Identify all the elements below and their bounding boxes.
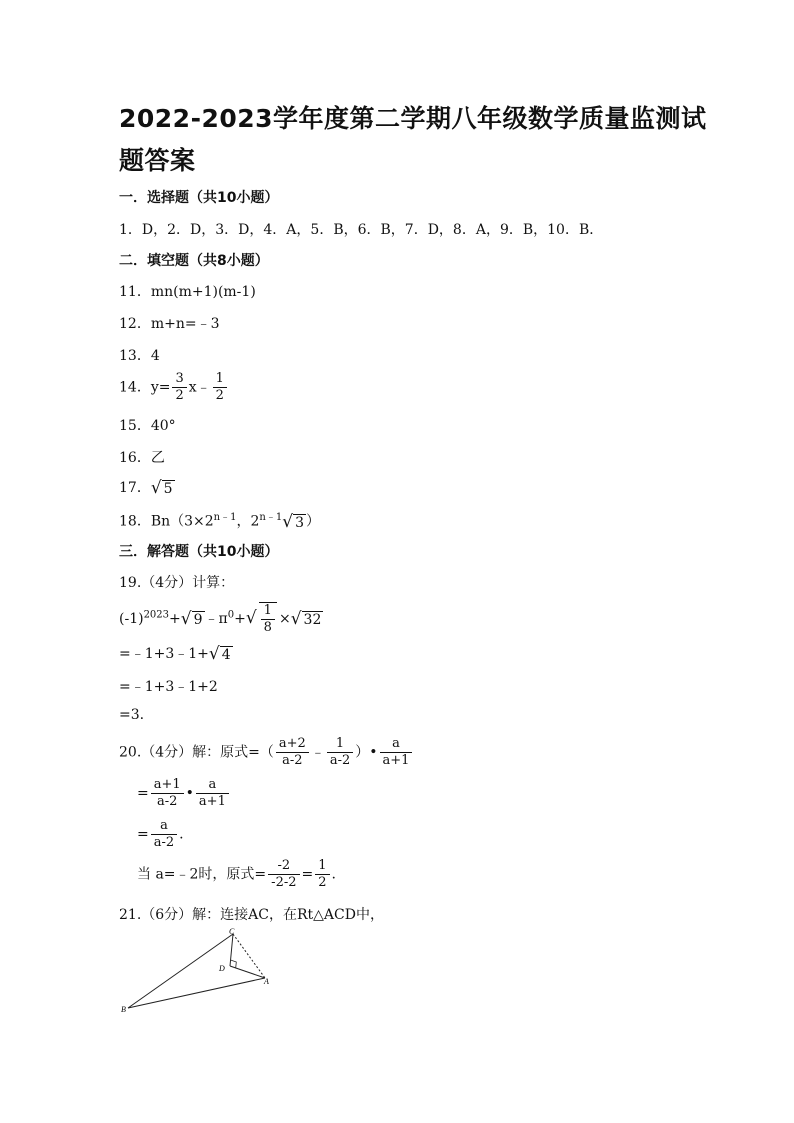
answer-14-mid: x﹣ — [188, 379, 211, 396]
denominator: a-2 — [151, 793, 184, 810]
fraction — [315, 858, 329, 891]
answer-18-suffix: ） — [305, 513, 320, 530]
fraction — [380, 736, 413, 769]
answer-18 — [119, 508, 320, 532]
denominator: a-2 — [276, 752, 309, 769]
exponent: 2023 — [143, 609, 170, 621]
q20-line-3 — [137, 818, 184, 851]
exponent: 0 — [227, 609, 235, 621]
denominator: a-2 — [327, 752, 353, 769]
page-title: 2022-2023学年度第二学期八年级数学质量监测试题答案 — [119, 104, 707, 175]
q21-heading: 21.（6分）解：连接AC，在Rt△ACD中， — [119, 907, 384, 923]
fraction — [276, 736, 309, 769]
radicand: 5 — [163, 481, 173, 497]
triangle-figure — [118, 926, 278, 1016]
denominator: 2 — [172, 387, 186, 404]
q19-op: + — [169, 611, 181, 627]
sqrt: √ 4 — [208, 644, 231, 664]
q20-op: ﹣ — [310, 744, 325, 761]
exponent: n﹣1 — [259, 512, 283, 523]
q20-op: . — [179, 826, 184, 843]
q19-term: (-1) — [119, 611, 144, 627]
denominator: a+1 — [380, 752, 413, 769]
denominator: 8 — [261, 619, 275, 636]
numerator: -2 — [277, 858, 291, 873]
numerator: a+2 — [278, 736, 306, 751]
q20-op: ）• — [355, 744, 378, 761]
answer-18-prefix: 18．Bn（3×2 — [119, 513, 214, 530]
numerator: a+1 — [153, 777, 181, 792]
radicand: 3 — [295, 514, 304, 531]
segment-da — [230, 966, 265, 978]
numerator: a — [160, 818, 168, 833]
sqrt: √ 9 — [180, 609, 203, 629]
choice-answers: 1．D，2．D，3．D，4．A，5．B，6．B，7．D，8．A，9．B，10．B． — [119, 222, 604, 238]
segment-ca-dashed — [233, 934, 265, 978]
label-c: C — [229, 927, 235, 936]
radicand: 9 — [193, 612, 203, 628]
q19-term: ﹣π — [204, 611, 228, 627]
radicand: 4 — [221, 647, 231, 663]
numerator: 1 — [318, 858, 327, 873]
sqrt-fraction: √ $\frac{1}{8}$ — [246, 602, 279, 636]
numerator: 1 — [215, 371, 224, 386]
answer-12: 12．m+n=﹣3 — [119, 316, 220, 332]
q19-line-1 — [119, 602, 323, 636]
denominator: -2-2 — [268, 874, 299, 891]
answer-11: 11．mn(m+1)(m-1) — [119, 284, 256, 300]
numerator: a — [208, 777, 217, 792]
sqrt: √ 32 — [290, 609, 322, 629]
numerator: a — [392, 736, 400, 751]
fraction — [196, 777, 229, 810]
q20-line-2 — [137, 777, 231, 810]
q19-heading: 19.（4分）计算： — [119, 575, 235, 591]
sqrt: √ 3 — [282, 511, 304, 532]
denominator: 2 — [213, 387, 227, 404]
q19-op: + — [234, 611, 246, 627]
fraction — [151, 818, 177, 851]
numerator: 1 — [263, 603, 272, 618]
q19-line-2 — [119, 643, 233, 664]
section-choice-heading: 一．选择题（共10小题） — [119, 190, 279, 206]
numerator: 1 — [335, 736, 345, 751]
q20-op: = — [137, 785, 149, 802]
q19-line-3: =﹣1+3﹣1+2 — [119, 679, 218, 695]
q20-op: = — [137, 826, 149, 843]
fraction — [151, 777, 184, 810]
q20-term: 当 a=﹣2时，原式= — [137, 866, 267, 883]
fraction — [268, 858, 299, 891]
answer-18-mid: ，2 — [236, 513, 260, 530]
answer-16: 16．乙 — [119, 450, 165, 466]
answer-17 — [119, 477, 175, 498]
denominator: a-2 — [151, 834, 177, 851]
fraction — [213, 371, 227, 404]
q19-term: =﹣1+3﹣1+ — [119, 646, 209, 662]
segment-cd — [230, 934, 233, 966]
answer-14 — [119, 371, 229, 404]
q20-head: 20.（4分）解：原式=（ — [119, 744, 274, 761]
label-b: B — [121, 1005, 126, 1014]
answer-14-prefix: 14．y= — [119, 379, 171, 396]
denominator: a+1 — [196, 793, 229, 810]
q20-op: • — [185, 785, 194, 802]
q20-line-4 — [137, 858, 336, 891]
q19-op: × — [278, 611, 291, 627]
answer-15: 15．40° — [119, 418, 176, 434]
q20-line-1 — [119, 736, 414, 769]
radicand: 32 — [303, 612, 322, 628]
q19-line-4: =3. — [119, 707, 145, 723]
denominator: 2 — [315, 874, 329, 891]
numerator: 3 — [175, 371, 184, 386]
label-d: D — [219, 964, 225, 973]
section-solve-heading: 三．解答题（共10小题） — [119, 544, 279, 560]
sqrt: √ 5 — [150, 478, 173, 498]
fraction — [259, 602, 277, 636]
q20-op: = — [301, 866, 314, 883]
fraction — [327, 736, 353, 769]
answer-13: 13．4 — [119, 348, 160, 364]
exponent: n﹣1 — [213, 512, 237, 523]
section-fill-heading: 二．填空题（共8小题） — [119, 253, 269, 269]
fraction — [172, 371, 186, 404]
q20-op: . — [331, 866, 336, 883]
label-a: A — [264, 977, 269, 986]
answer-17-prefix: 17． — [119, 480, 151, 496]
